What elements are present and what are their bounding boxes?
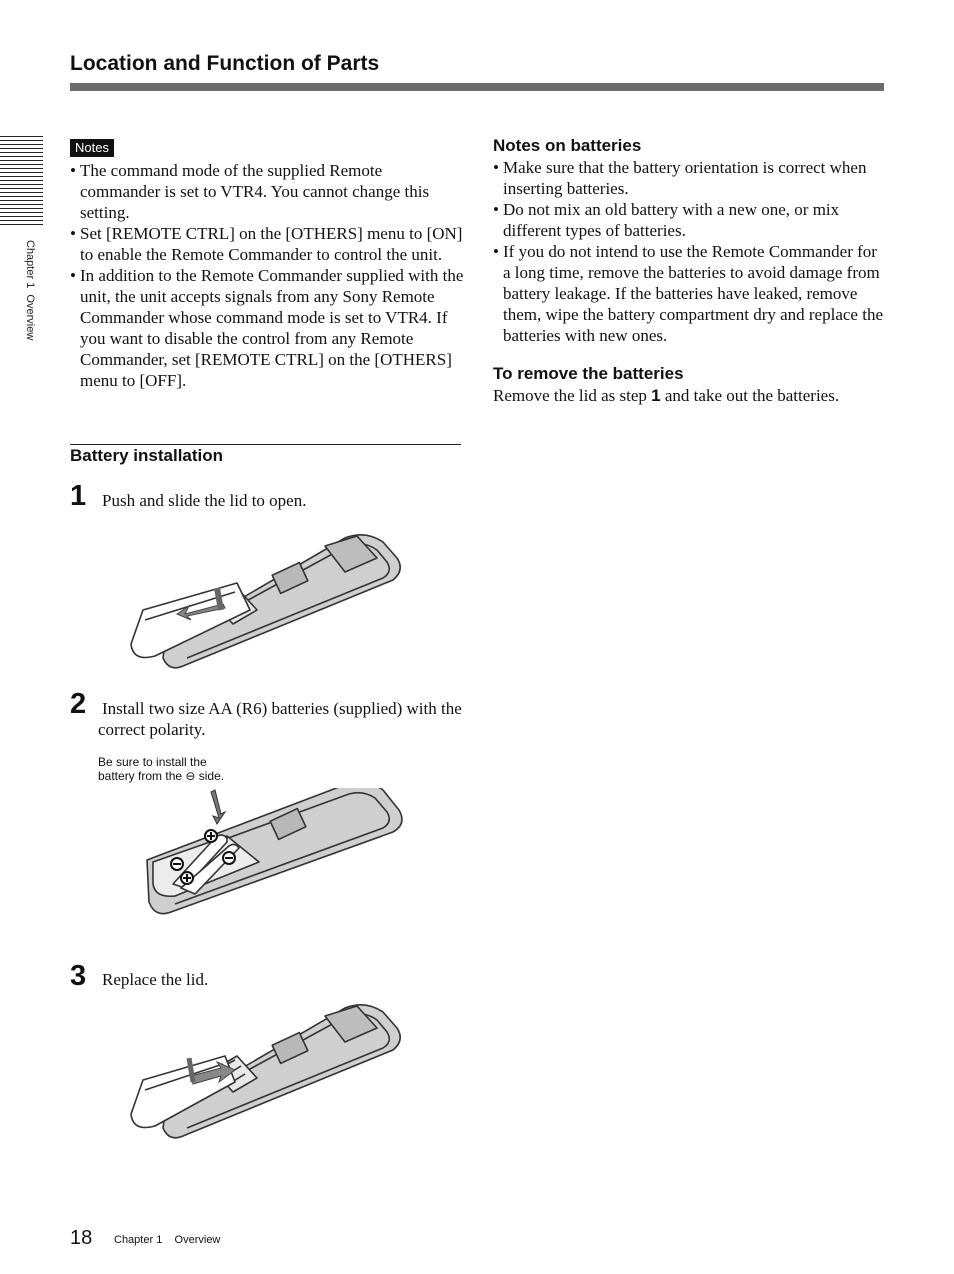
remove-batteries-heading: To remove the batteries [493,364,684,383]
chapter-tab-label: Chapter 1 Overview [24,240,36,341]
notes-badge: Notes [70,139,114,157]
notes-item: • In addition to the Remote Commander supplied with the unit, the unit accepts signals from any Sony Remote Commander whose command mode is set to VTR4. If you want to disable the control from any Remote Commander, set [REMOTE CTRL] on the [OTHERS] menu to [OFF]. [70,265,465,391]
remote-lid-close-illustration [125,998,415,1148]
notes-on-batteries-heading: Notes on batteries [493,136,642,155]
page-number: 18 [70,1227,93,1249]
step-number: 3 [70,960,87,992]
battery-note-item: • Do not mix an old battery with a new one, or mix different types of batteries. [493,199,888,241]
step-text: Push and slide the lid to open. [102,491,307,510]
battery-caption-line-1: Be sure to install the [98,755,207,769]
remove-text-after: and take out the batteries. [660,386,840,405]
footer-chapter-label: Chapter 1 Overview [114,1234,221,1246]
step-text: Install two size AA (R6) batteries (supplied) with the correct polarity. [98,699,462,739]
battery-note-item: • If you do not intend to use the Remote Commander for a long time, remove the batteries to avoid damage from battery leakage. If the batteries have leaked, remove them, wipe the battery compartment dry and replace the batteries with new ones. [493,241,888,346]
step-text: Replace the lid. [102,970,209,989]
battery-note-item: • Make sure that the battery orientation is correct when inserting batteries. [493,157,888,199]
title-rule [70,83,884,91]
remove-text-before: Remove the lid as step [493,386,652,405]
step-number: 2 [70,688,87,720]
section-rule [70,444,461,445]
notes-item: • Set [REMOTE CTRL] on the [OTHERS] menu to [ON] to enable the Remote Commander to control the unit. [70,223,465,265]
step-number: 1 [70,480,87,512]
battery-caption-line-2: battery from the ⊖ side. [98,769,225,783]
notes-item: • The command mode of the supplied Remote commander is set to VTR4. You cannot change this setting. [70,160,465,223]
step-reference: 1 [651,386,661,405]
chapter-tab-marker [0,136,43,228]
remove-batteries-text [493,385,888,406]
battery-installation-heading: Battery installation [70,446,224,465]
notes-list [70,160,465,391]
page-title: Location and Function of Parts [70,52,380,75]
remote-lid-open-illustration [125,528,415,678]
battery-notes-list [493,157,888,346]
remote-batteries-illustration [135,788,415,918]
